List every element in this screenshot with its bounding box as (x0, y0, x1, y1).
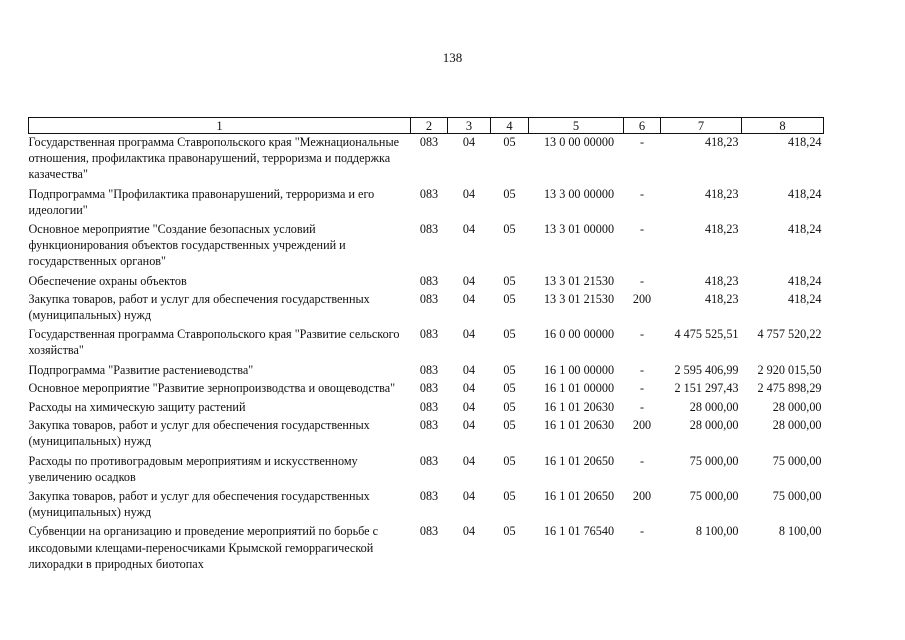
cell-ministry-code: 083 (419, 400, 439, 415)
cell-amount-col8: 28 000,00 (772, 418, 822, 433)
cell-ministry-code: 083 (419, 222, 439, 237)
cell-expense-type: - (639, 327, 645, 342)
cell-ministry-code: 083 (419, 453, 439, 468)
column-header: 8 (742, 118, 824, 134)
cell-section: 04 (462, 400, 476, 415)
row-name: Закупка товаров, работ и услуг для обеспечения государственных (муниципальных) нужд (28, 291, 370, 323)
row-name: Обеспечение охраны объектов (28, 273, 187, 288)
row-name: Расходы по противоградовым мероприятиям и искусственному увеличению осадков (28, 453, 358, 484)
cell-amount-col8: 418,24 (787, 291, 822, 306)
budget-table (28, 117, 824, 574)
cell-amount-col7: 418,23 (704, 135, 739, 149)
column-header: 4 (491, 118, 529, 134)
table-row (29, 221, 824, 273)
table-row (29, 134, 824, 186)
cell-ministry-code: 083 (419, 418, 439, 433)
row-name: Расходы на химическую защиту растений (28, 400, 246, 415)
cell-target-article: 16 1 01 20650 (543, 489, 615, 504)
table-row (29, 399, 824, 417)
row-name: Государственная программа Ставропольского края "Межнациональные отношения, профилактика правонарушений, терроризма и поддержка казачества" (28, 135, 400, 182)
cell-ministry-code: 083 (419, 524, 439, 539)
table-row (29, 488, 824, 523)
cell-amount-col7: 418,23 (704, 186, 739, 201)
cell-expense-type: - (639, 186, 645, 201)
row-name: Государственная программа Ставропольского края "Развитие сельского хозяйства" (28, 327, 400, 358)
cell-expense-type: - (639, 400, 645, 415)
cell-section: 04 (462, 380, 476, 395)
cell-subsection: 05 (503, 362, 516, 377)
cell-expense-type: - (639, 362, 645, 377)
cell-amount-col7: 418,23 (704, 291, 739, 306)
cell-amount-col7: 75 000,00 (689, 453, 739, 468)
page-number: 138 (442, 50, 463, 65)
cell-target-article: 13 0 00 00000 (543, 135, 615, 149)
cell-subsection: 05 (503, 273, 516, 288)
cell-ministry-code: 083 (419, 273, 439, 288)
cell-subsection: 05 (503, 400, 516, 415)
cell-ministry-code: 083 (419, 489, 439, 504)
table-row (29, 273, 824, 291)
cell-amount-col8: 2 920 015,50 (757, 362, 822, 377)
cell-expense-type: 200 (632, 418, 652, 433)
cell-amount-col8: 8 100,00 (778, 524, 822, 539)
cell-target-article: 16 1 01 00000 (543, 380, 615, 395)
cell-expense-type: - (639, 135, 645, 149)
table-row (29, 291, 824, 326)
table-row (29, 326, 824, 361)
cell-section: 04 (462, 327, 476, 342)
cell-subsection: 05 (503, 186, 516, 201)
cell-amount-col8: 418,24 (787, 186, 822, 201)
cell-section: 04 (462, 489, 476, 504)
cell-section: 04 (462, 186, 476, 201)
cell-amount-col8: 4 757 520,22 (757, 327, 822, 342)
cell-expense-type: - (639, 273, 645, 288)
cell-target-article: 16 1 01 20630 (543, 400, 615, 415)
cell-amount-col8: 2 475 898,29 (757, 380, 822, 395)
cell-amount-col8: 418,24 (787, 222, 822, 237)
cell-subsection: 05 (503, 380, 516, 395)
row-name: Основное мероприятие "Создание безопасных условий функционирования объектов государственных учреждений и государственных органов" (28, 222, 346, 269)
cell-amount-col7: 28 000,00 (689, 418, 739, 433)
cell-subsection: 05 (503, 327, 516, 342)
cell-expense-type: 200 (632, 291, 652, 306)
cell-subsection: 05 (503, 524, 516, 539)
table-header-row (29, 118, 824, 134)
column-header: 1 (29, 118, 411, 134)
cell-target-article: 13 3 01 21530 (543, 291, 615, 306)
cell-section: 04 (462, 222, 476, 237)
cell-expense-type: 200 (632, 489, 652, 504)
cell-target-article: 13 3 01 21530 (543, 273, 615, 288)
cell-ministry-code: 083 (419, 380, 439, 395)
row-name: Закупка товаров, работ и услуг для обеспечения государственных (муниципальных) нужд (28, 489, 370, 520)
cell-section: 04 (462, 362, 476, 377)
table-row (29, 380, 824, 399)
cell-ministry-code: 083 (419, 291, 439, 306)
cell-target-article: 16 1 01 76540 (543, 524, 615, 539)
cell-subsection: 05 (503, 222, 516, 237)
cell-amount-col8: 418,24 (787, 273, 822, 288)
column-header: 2 (411, 118, 448, 134)
cell-amount-col7: 28 000,00 (689, 400, 739, 415)
row-name: Подпрограмма "Развитие растениеводства" (28, 362, 254, 377)
cell-amount-col7: 75 000,00 (689, 489, 739, 504)
row-name: Подпрограмма "Профилактика правонарушений, терроризма и его идеологии" (28, 186, 375, 217)
cell-target-article: 16 1 01 20630 (543, 418, 615, 433)
cell-expense-type: - (639, 380, 645, 395)
column-header: 3 (448, 118, 491, 134)
table-row (29, 417, 824, 452)
cell-target-article: 16 1 01 20650 (543, 453, 615, 468)
cell-expense-type: - (639, 524, 645, 539)
row-name: Основное мероприятие "Развитие зернопроизводства и овощеводства" (28, 380, 396, 395)
cell-target-article: 16 1 00 00000 (543, 362, 615, 377)
cell-subsection: 05 (503, 489, 516, 504)
cell-ministry-code: 083 (419, 186, 439, 201)
row-name: Закупка товаров, работ и услуг для обеспечения государственных (муниципальных) нужд (28, 418, 370, 449)
cell-target-article: 16 0 00 00000 (543, 327, 615, 342)
table-row (29, 523, 824, 574)
column-header: 5 (529, 118, 624, 134)
column-header: 6 (624, 118, 661, 134)
cell-amount-col8: 75 000,00 (772, 453, 822, 468)
cell-ministry-code: 083 (419, 135, 439, 149)
cell-amount-col7: 2 595 406,99 (674, 362, 739, 377)
cell-amount-col7: 4 475 525,51 (674, 327, 739, 342)
cell-expense-type: - (639, 453, 645, 468)
table-row (29, 186, 824, 221)
cell-amount-col8: 75 000,00 (772, 489, 822, 504)
cell-amount-col8: 418,24 (787, 135, 822, 149)
cell-subsection: 05 (503, 453, 516, 468)
cell-ministry-code: 083 (419, 327, 439, 342)
column-header: 7 (661, 118, 742, 134)
cell-ministry-code: 083 (419, 362, 439, 377)
cell-section: 04 (462, 418, 476, 433)
cell-subsection: 05 (503, 135, 516, 149)
table-row (29, 453, 824, 488)
cell-subsection: 05 (503, 291, 516, 306)
cell-section: 04 (462, 273, 476, 288)
cell-subsection: 05 (503, 418, 516, 433)
cell-section: 04 (462, 135, 476, 149)
cell-amount-col7: 418,23 (704, 222, 739, 237)
cell-target-article: 13 3 01 00000 (543, 222, 615, 237)
cell-section: 04 (462, 524, 476, 539)
cell-amount-col7: 2 151 297,43 (674, 380, 739, 395)
row-name: Субвенции на организацию и проведение мероприятий по борьбе с иксодовыми клещами-переносчиками Крымской геморрагической лихорадки в природных биотопах (28, 524, 379, 571)
table-row (29, 362, 824, 380)
cell-section: 04 (462, 291, 476, 306)
cell-expense-type: - (639, 222, 645, 237)
cell-target-article: 13 3 00 00000 (543, 186, 615, 201)
cell-amount-col7: 8 100,00 (695, 524, 739, 539)
cell-section: 04 (462, 453, 476, 468)
cell-amount-col8: 28 000,00 (772, 400, 822, 415)
cell-amount-col7: 418,23 (704, 273, 739, 288)
